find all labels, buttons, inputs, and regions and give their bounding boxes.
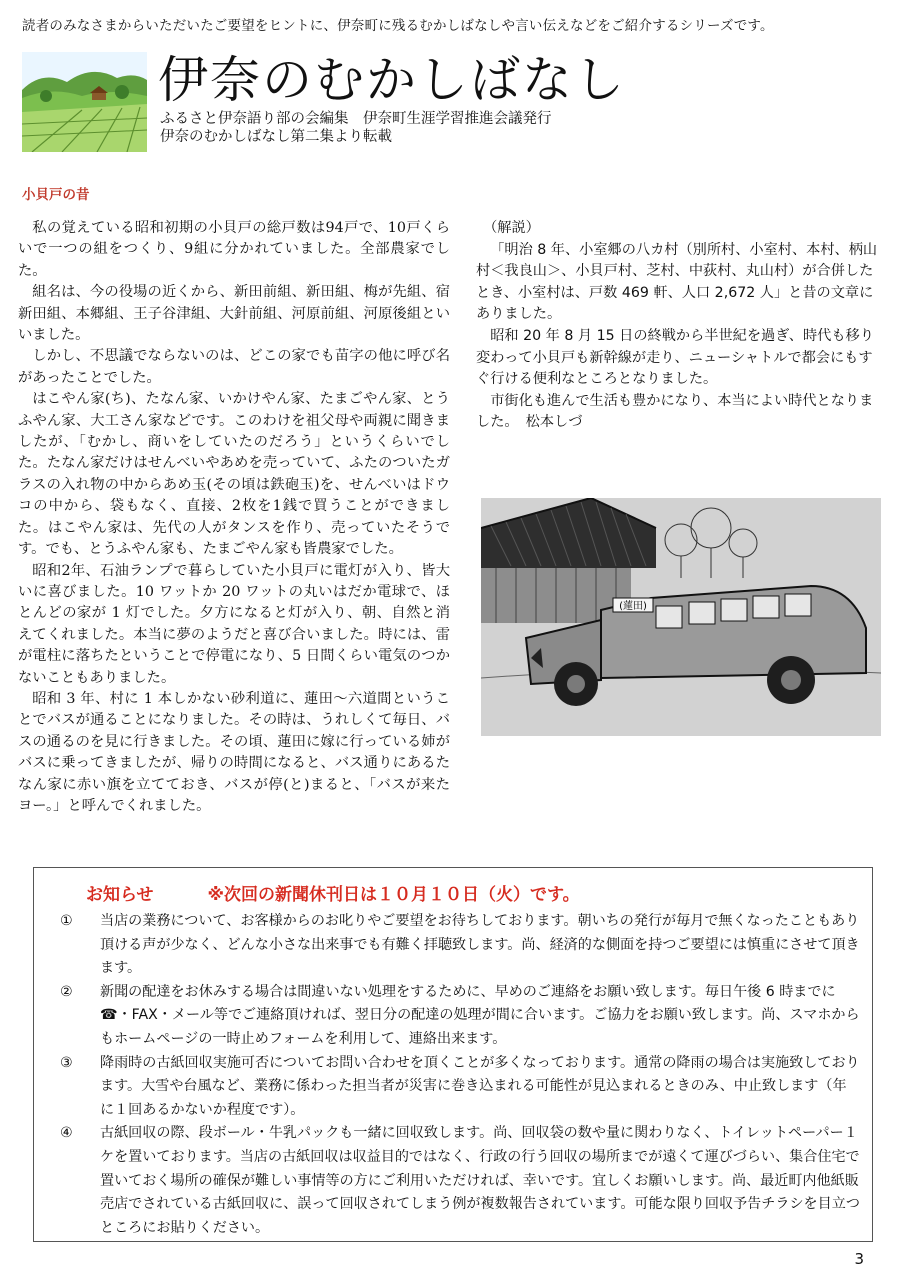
notice-item-text: 新聞の配達をお休みする場合は間違いない処理をするために、早めのご連絡をお願い致します。毎日午後 6 時までに☎・FAX・メール等でご連絡頂ければ、翌日分の配達の処理が間に合います。ご協力をお願い致します。尚、スマホからもホームページの一時止めフォームを利用して、連絡出来ます。 bbox=[100, 983, 860, 1047]
series-intro: 読者のみなさまからいただいたご要望をヒントに、伊奈町に残るむかしばなしや言い伝えなどをご紹介するシリーズです。 bbox=[22, 18, 774, 34]
notice-item-text: 古紙回収の際、段ボール・牛乳パックも一緒に回収致します。尚、回収袋の数や量に関わりなく、トイレットペーパー１ケを置いております。当店の古紙回収は収益目的ではなく、行政の行う回収の場所までが遠くて運びづらい、集合住宅で置いておく場所の確保が難しい事情等の方にご利用いただければ、幸いです。宜しくお願いします。尚、最近町内他紙販売店でされている古紙回収に、誤って回収されてしまう例が複数報告されています。可能な限り回収予告チラシを目立つところにお貼りください。 bbox=[100, 1125, 860, 1236]
section-title: 小貝戸の昔 bbox=[22, 187, 90, 203]
story-paragraph: 私の覚えている昭和初期の小貝戸の総戸数は94戸で、10戸くらいで一つの組をつくり、9組に分かれていました。全部農家でした。 bbox=[18, 220, 450, 279]
story-text bbox=[18, 218, 450, 817]
notice-item bbox=[54, 1052, 860, 1123]
notice-item-number: ④ bbox=[60, 1125, 73, 1142]
story-paragraph: 昭和 3 年、村に 1 本しかない砂利道に、蓮田～六道間ということでバスが通ることになりました。その時は、うれしくて毎日、バスの通るのを見に行きました。その頃、蓮田に嫁に行っている姉がバスに乗ってきましたが、帰りの時間になると、バス通りにあるたなん家に赤い旗を立てておき、バスが停(と)まると、「バスが来たヨー。」と呼んでくれました。 bbox=[18, 690, 450, 814]
commentary-paragraph: 「明治 8 年、小室郷の八カ村（別所村、小室村、本村、柄山村＜我良山＞、小貝戸村、芝村、中荻村、丸山村）が合併したとき、小室村は、戸数 469 軒、人口 2,672 人」と昔の文章にありました。 bbox=[476, 241, 878, 323]
page-title: 伊奈のむかしばなし bbox=[158, 51, 626, 109]
commentary-heading: （解説） bbox=[483, 220, 540, 236]
notice-item bbox=[54, 910, 860, 981]
notice-items bbox=[54, 910, 860, 1240]
story-paragraph: しかし、不思議でならないのは、どこの家でも苗字の他に呼び名があったことでした。 bbox=[18, 348, 450, 386]
commentary bbox=[476, 218, 881, 434]
commentary-paragraph: 市街化も進んで生活も豊かになり、本当によい時代となりました。 松本しづ bbox=[476, 392, 874, 431]
subtitle-source: 伊奈のむかしばなし第二集より転載 bbox=[160, 129, 392, 145]
old-bus-sketch-icon bbox=[481, 498, 881, 736]
notice-label: お知らせ bbox=[86, 885, 154, 905]
story-paragraph: はこやん家(ち)、たなん家、いかけやん家、たまごやん家、とうふやん家、大工さん家などです。このわけを祖父母や両親に聞きましたが、「むかし、商いをしていたのだろう」というくらいでした。たなん家だけはせんべいやあめを売っていて、ふたのついたガラスの入れ物の中からあめ玉(その頃は鉄砲玉)を、せんべいはドウコの中から、袋もなく、直接、2枚を1銭で買うことができました。はこやん家は、先代の人がタンスを作り、売っていたそうです。でも、とうふやん家も、たまごやん家も皆農家でした。 bbox=[18, 391, 450, 558]
page-number: 3 bbox=[854, 1250, 864, 1268]
notice-item-number: ② bbox=[60, 983, 73, 1000]
notice-headline: ※次回の新聞休刊日は１０月１０日（火）です。 bbox=[207, 885, 580, 905]
bus-sign: (蓮田) bbox=[619, 601, 647, 612]
story-paragraph: 組名は、今の役場の近くから、新田前組、新田組、梅が先組、宿新田組、本郷組、王子谷津組、大針前組、河原前組、河原後組といいました。 bbox=[18, 284, 450, 344]
notice-header bbox=[86, 880, 580, 905]
subtitle-editor: ふるさと伊奈語り部の会編集 伊奈町生涯学習推進会議発行 bbox=[160, 111, 552, 127]
notice-item-text: 当店の業務について、お客様からのお叱りやご要望をお待ちしております。朝いちの発行が毎月で無くなったこともあり頂ける声が少なく、どんな小さな出来事でも有難く拝聴致します。尚、経済的な側面を持つご要望には慎重にさせて頂きます。 bbox=[100, 913, 860, 977]
notice-item-text: 降雨時の古紙回収実施可否についてお問い合わせを頂くことが多くなっております。通常の降雨の場合は実施致しております。大雪や台風など、業務に係わった担当者が災害に巻き込まれる可能性が見込まれるときのみ、中止致します（年に１回あるかないか程度です）。 bbox=[100, 1054, 860, 1118]
notice-box bbox=[33, 867, 873, 1242]
notice-item-number: ③ bbox=[60, 1054, 73, 1071]
countryside-landscape-icon bbox=[22, 52, 147, 152]
notice-item-number: ① bbox=[60, 913, 73, 929]
commentary-paragraph: 昭和 20 年 8 月 15 日の終戦から半世紀を過ぎ、時代も移り変わって小貝戸も新幹線が走り、ニューシャトルで都会にもすぐ行ける便利なところとなりました。 bbox=[476, 327, 874, 388]
notice-item bbox=[54, 981, 860, 1052]
story-paragraph: 昭和2年、石油ランプで暮らしていた小貝戸に電灯が入り、皆大いに喜びました。10 ワットか 20 ワットの丸いはだか電球で、ほとんどの家が 1 灯でした。夕方になると灯が入り、朝、自然と消えてくれました。本当に夢のようだと喜び合いました。時には、雷が電柱に落ちたということで停電になり、5 日間くらい電気のつかないこともありました。 bbox=[18, 562, 450, 686]
notice-item bbox=[54, 1122, 860, 1240]
